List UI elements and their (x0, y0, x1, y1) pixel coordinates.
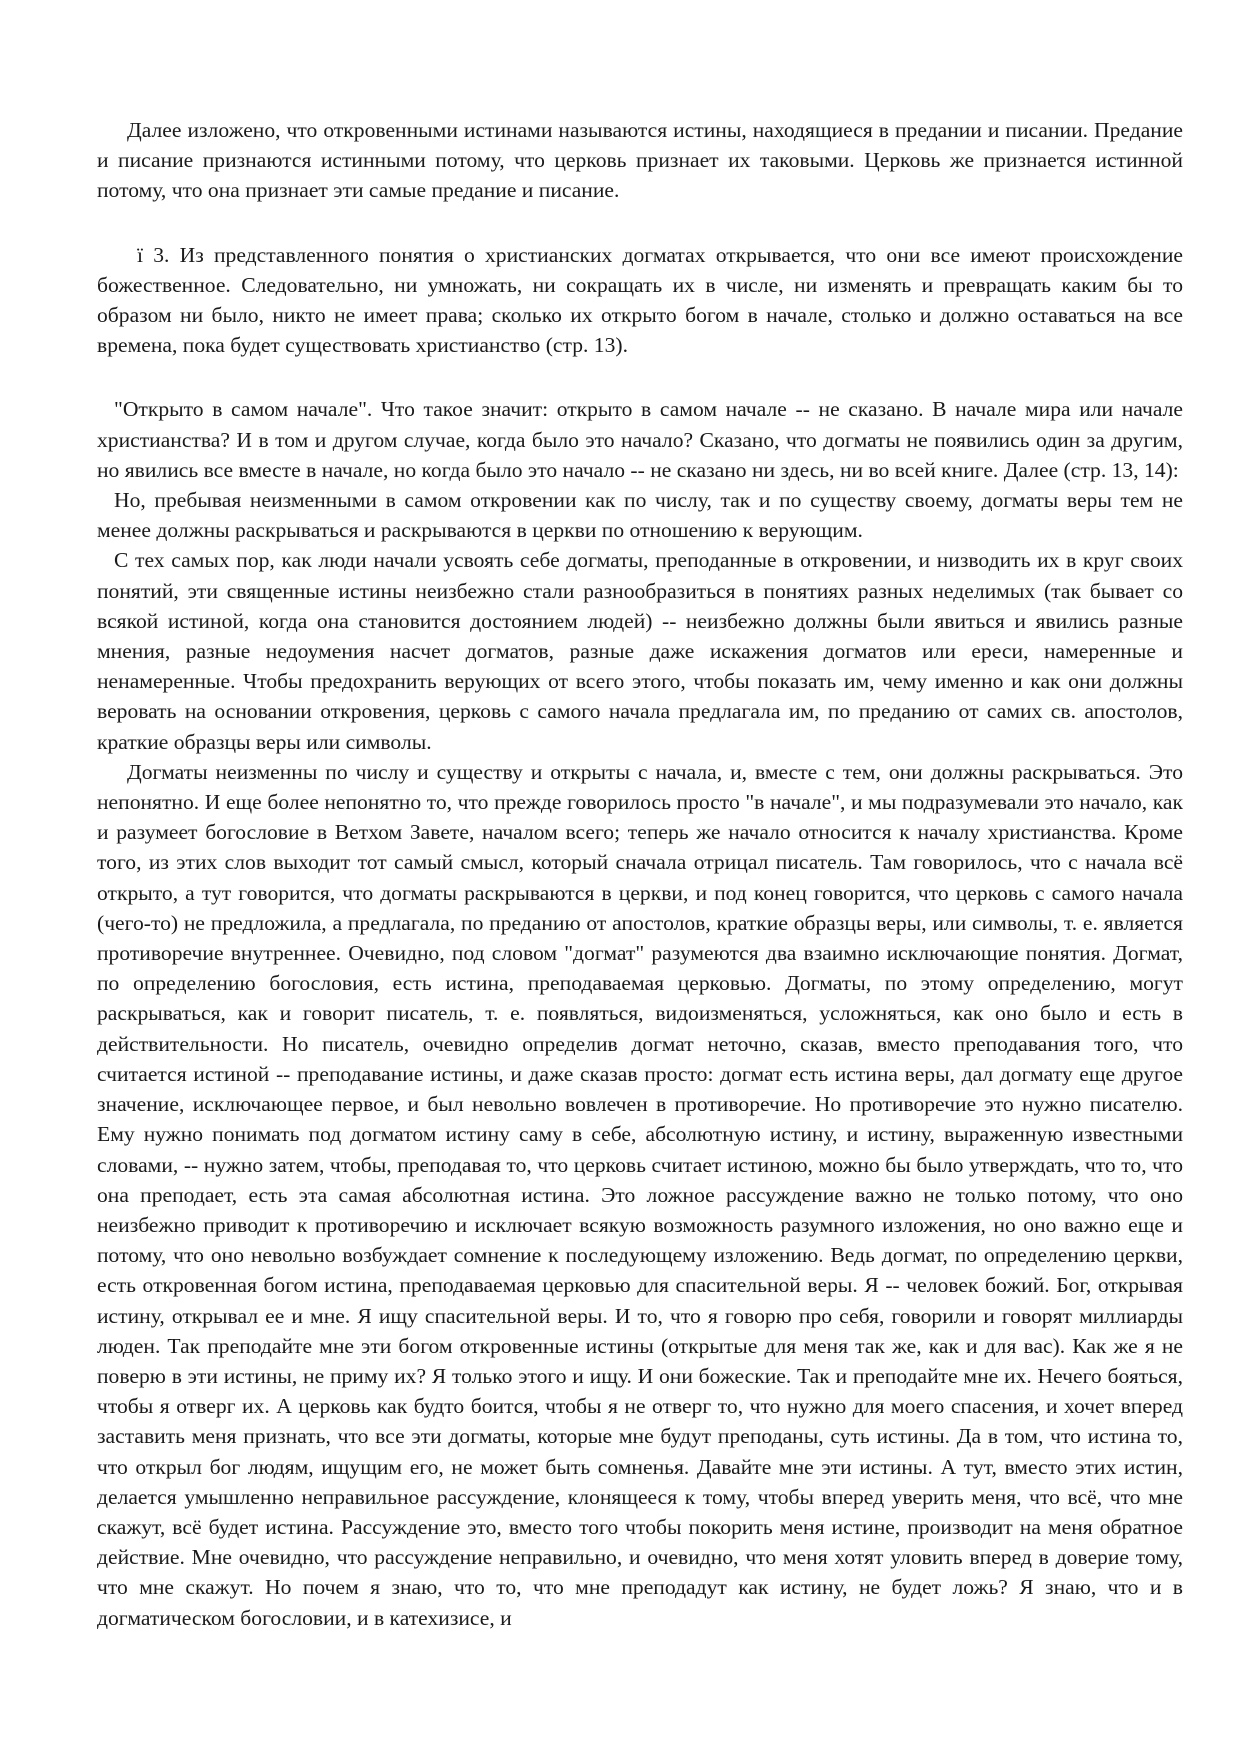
paragraph-3: "Открыто в самом начале". Что такое значит: открыто в самом начале -- не сказано. В начале мира или начале христианства? И в том и другом случае, когда было это начало? Сказано, что догматы не появились один за другим, но явились все вместе в начале, но когда было это начало -- не сказано ни здесь, ни во всей книге. Далее (стр. 13, 14): (97, 397, 1183, 482)
document-page (97, 115, 1183, 1633)
paragraph-5: С тех самых пор, как люди начали усвоять себе догматы, преподанные в откровении, и низводить их в круг своих понятий, эти священные истины неизбежно стали разнообразиться в понятиях разных неделимых (так бывает со всякой истиной, когда она становится достоянием людей) -- неизбежно должны были явиться и явились разные мнения, разные недоумения насчет догматов, разные даже искажения догматов или ереси, намеренные и ненамеренные. Чтобы предохранить верующих от всего этого, чтобы показать им, чему именно и как они должны веровать на основании откровения, церковь с самого начала предлагала им, по преданию от самих св. апостолов, краткие образцы веры или символы. (97, 548, 1183, 754)
paragraph-gap (97, 206, 1183, 240)
paragraph-4: Но, пребывая неизменными в самом откровении как по числу, так и по существу своему, догматы веры тем не менее должны раскрываться и раскрываются в церкви по отношению к верующим. (97, 488, 1183, 543)
paragraph-gap (97, 360, 1183, 394)
paragraph-6: Догматы неизменны по числу и существу и открыты с начала, и, вместе с тем, они должны раскрываться. Это непонятно. И еще более непонятно то, что прежде говорилось просто "в начале", и мы подразумевали это начало, как и разумеет богословие в Ветхом Завете, началом всего; теперь же начало относится к началу христианства. Кроме того, из этих слов выходит тот самый смысл, который сначала отрицал писатель. Там говорилось, что с начала всё открыто, а тут говорится, что догматы раскрываются в церкви, и под конец говорится, что церковь с самого начала (чего-то) не предложила, а предлагала, по преданию от апостолов, краткие образцы веры, или символы, т. е. является противоречие внутреннее. Очевидно, под словом "догмат" разумеются два взаимно исключающие понятия. Догмат, по определению богословия, есть истина, преподаваемая церковью. Догматы, по этому определению, могут раскрываться, как и говорит писатель, т. е. появляться, видоизменяться, усложняться, как оно было и есть в действительности. Но писатель, очевидно определив догмат неточно, сказав, вместо преподавания того, что считается истиной -- преподавание истины, и даже сказав просто: догмат есть истина веры, дал догмату еще другое значение, исключающее первое, и был невольно вовлечен в противоречие. Но противоречие это нужно писателю. Ему нужно понимать под догматом истину саму в себе, абсолютную истину, и истину, выраженную известными словами, -- нужно затем, чтобы, преподавая то, что церковь считает истиною, можно бы было утверждать, что то, что она преподает, есть эта самая абсолютная истина. Это ложное рассуждение важно не только потому, что оно неизбежно приводит к противоречию и исключает всякую возможность разумного изложения, но оно важно еще и потому, что оно невольно возбуждает сомнение к последующему изложению. Ведь догмат, по определению церкви, есть откровенная богом истина, преподаваемая церковью для спасительной веры. Я -- человек божий. Бог, открывая истину, открывал ее и мне. Я ищу спасительной веры. И то, что я говорю про себя, говорили и говорят миллиарды люден. Так преподайте мне эти богом откровенные истины (открытые для меня так же, как и для вас). Как же я не поверю в эти истины, не приму их? Я только этого и ищу. И они божеские. Так и преподайте мне их. Нечего бояться, чтобы я отверг их. А церковь как будто боится, чтобы я не отверг то, что нужно для моего спасения, и хочет вперед заставить меня признать, что все эти догматы, которые мне будут преподаны, суть истины. Да в том, что истина то, что открыл бог людям, ищущим его, не может быть сомненья. Давайте мне эти истины. А тут, вместо этих истин, делается умышленно неправильное рассуждение, клонящееся к тому, чтобы вперед уверить меня, что всё, что мне скажут, всё будет истина. Рассуждение это, вместо того чтобы покорить меня истине, производит на меня обратное действие. Мне очевидно, что рассуждение неправильно, и очевидно, что меня хотят уловить вперед в доверие тому, что мне скажут. Но почем я знаю, что то, что мне преподадут как истину, не будет ложь? Я знаю, что и в догматическом богословии, и в катехизисе, и (97, 759, 1183, 1630)
paragraph-1: Далее изложено, что откровенными истинами называются истины, находящиеся в предании и писании. Предание и писание признаются истинными потому, что церковь признает их таковыми. Церковь же признается истинной потому, что она признает эти самые предание и писание. (97, 118, 1183, 203)
paragraph-2: ї 3. Из представленного понятия о христианских догматах открывается, что они все имеют происхождение божественное. Следовательно, ни умножать, ни сокращать их в числе, ни изменять и превращать каким бы то образом ни было, никто не имеет права; сколько их открыто богом в начале, столько и должно оставаться на все времена, пока будет существовать христианство (стр. 13). (97, 242, 1183, 358)
